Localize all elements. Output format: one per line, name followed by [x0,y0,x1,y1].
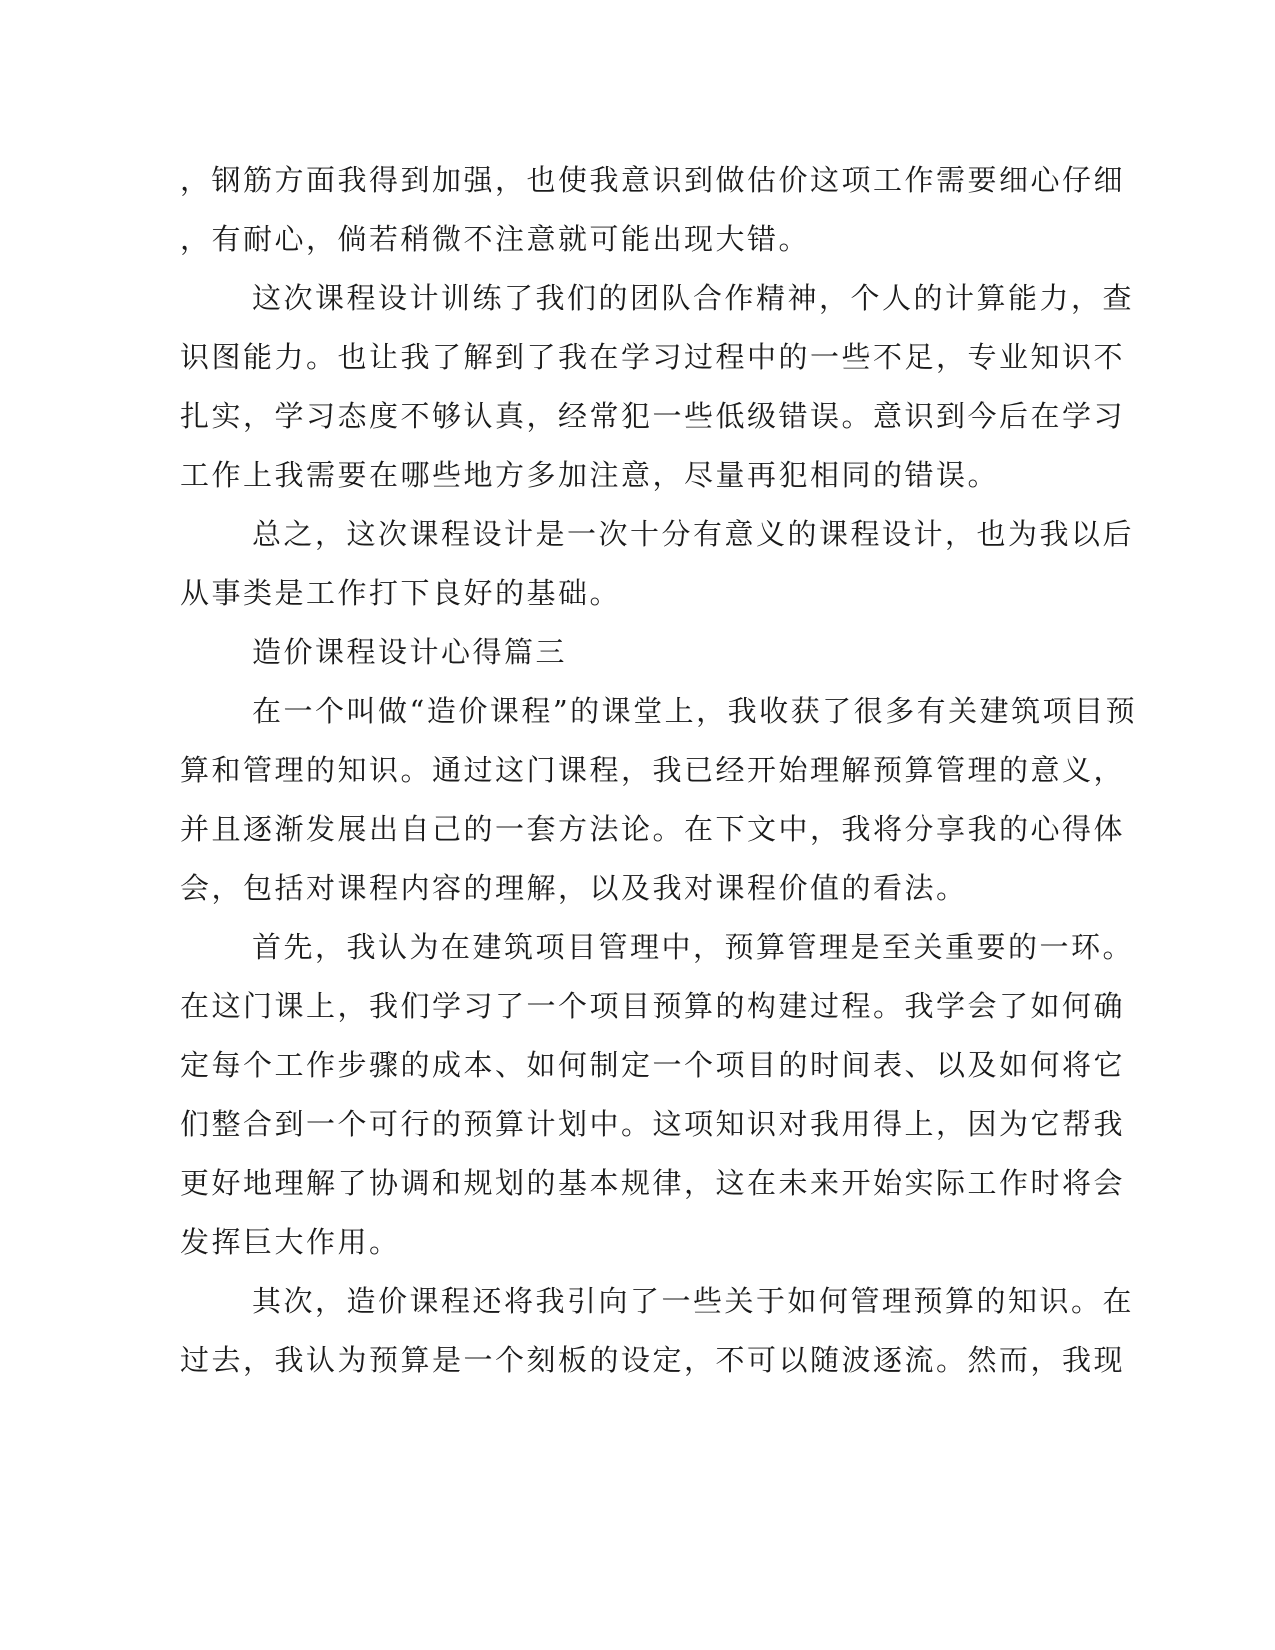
section-heading: 造价课程设计心得篇三 [252,635,568,669]
text-line: 首先，我认为在建筑项目管理中，预算管理是至关重要的一环。 [252,930,1135,964]
text-line: 在一个叫做“造价课程”的课堂上，我收获了很多有关建筑项目预 [252,694,1138,728]
text-line: 识图能力。也让我了解到了我在学习过程中的一些不足，专业知识不 [180,340,1126,374]
text-line: 们整合到一个可行的预算计划中。这项知识对我用得上，因为它帮我 [180,1107,1126,1141]
text-line: 更好地理解了协调和规划的基本规律，这在未来开始实际工作时将会 [180,1166,1126,1200]
text-line: 总之，这次课程设计是一次十分有意义的课程设计，也为我以后 [252,517,1135,551]
text-line: 会，包括对课程内容的理解，以及我对课程价值的看法。 [180,871,968,905]
text-line: 这次课程设计训练了我们的团队合作精神，个人的计算能力，查 [252,281,1135,315]
text-line: 并且逐渐发展出自己的一套方法论。在下文中，我将分享我的心得体 [180,812,1126,846]
text-line: 定每个工作步骤的成本、如何制定一个项目的时间表、以及如何将它 [180,1048,1126,1082]
text-line: 从事类是工作打下良好的基础。 [180,576,622,610]
text-line: ，钢筋方面我得到加强，也使我意识到做估价这项工作需要细心仔细 [180,163,1126,197]
text-line: 算和管理的知识。通过这门课程，我已经开始理解预算管理的意义， [180,753,1126,787]
text-line: 发挥巨大作用。 [180,1225,401,1259]
text-line: 过去，我认为预算是一个刻板的设定，不可以随波逐流。然而，我现 [180,1343,1126,1377]
text-line: 其次，造价课程还将我引向了一些关于如何管理预算的知识。在 [252,1284,1135,1318]
text-line: ，有耐心，倘若稍微不注意就可能出现大错。 [180,222,811,256]
text-line: 工作上我需要在哪些地方多加注意，尽量再犯相同的错误。 [180,458,1000,492]
text-line: 在这门课上，我们学习了一个项目预算的构建过程。我学会了如何确 [180,989,1126,1023]
text-line: 扎实，学习态度不够认真，经常犯一些低级错误。意识到今后在学习 [180,399,1126,433]
